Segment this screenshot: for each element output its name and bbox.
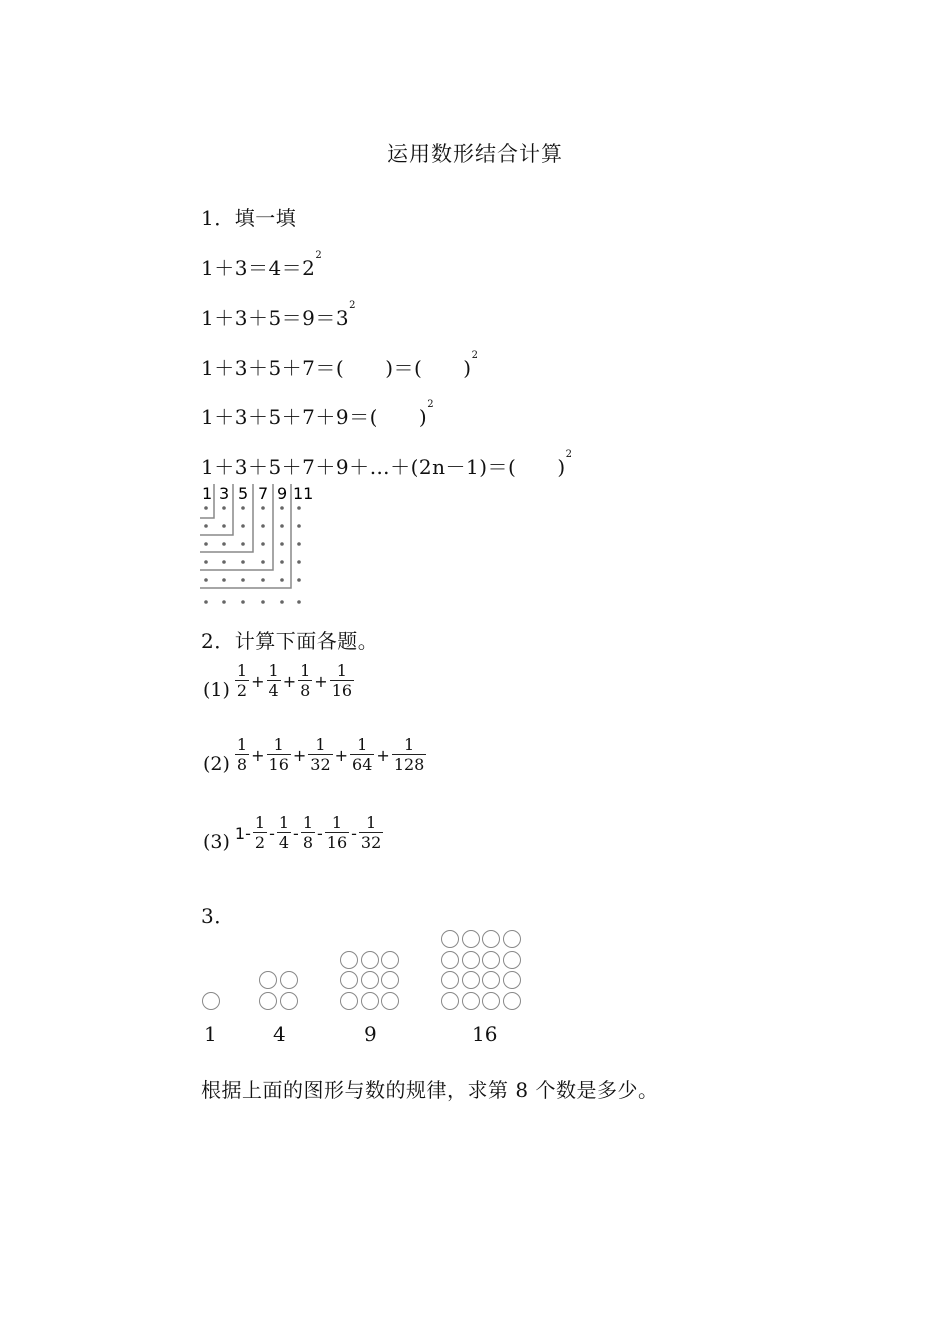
circle — [202, 992, 220, 1010]
fraction: $\frac{1}{32}$ — [310, 735, 331, 774]
circle — [259, 992, 277, 1010]
circle — [503, 951, 521, 969]
figure-label-9: 9 — [277, 484, 288, 503]
fraction: $\frac{1}{32}$ — [360, 813, 382, 852]
fraction: $\frac{1}{128}$ — [393, 735, 425, 774]
expression: $\frac{1}{8}$ + $\frac{1}{16}$ + $\frac{1}{32}$ + $\frac{1}{64}$ + $\frac{1}{128}$ — [236, 735, 425, 774]
circle — [482, 930, 500, 948]
circle — [482, 951, 500, 969]
circle — [462, 971, 480, 989]
fraction: $\frac{1}{8}$ — [300, 661, 311, 700]
circle — [361, 951, 379, 969]
circle — [280, 971, 298, 989]
figure-number-1: 1 — [204, 1022, 217, 1046]
expression: $\frac{1}{2}$ + $\frac{1}{4}$ + $\frac{1}{8}$ + $\frac{1}{16}$ — [236, 661, 353, 700]
q3-heading: 3． — [201, 904, 235, 928]
q1-line-4: 1＋3＋5＋7＋9＝( )$^2$ — [201, 399, 435, 429]
problem-label: (1) — [203, 679, 230, 701]
fraction: $\frac{1}{4}$ — [278, 813, 290, 852]
fraction: $\frac{1}{2}$ — [236, 661, 248, 700]
q2-heading: 2．计算下面各题。 — [201, 629, 379, 653]
figure-label-5: 5 — [238, 484, 249, 503]
circle — [441, 971, 459, 989]
circle — [482, 992, 500, 1010]
circle — [259, 971, 277, 989]
q1-line-3: 1＋3＋5＋7＝( )＝( )$^2$ — [201, 350, 479, 380]
fraction: $\frac{1}{64}$ — [352, 735, 373, 774]
q1-line-1: $1+3=4=2^2$ — [201, 250, 323, 280]
problem-label: (3) — [203, 831, 230, 853]
circle — [441, 992, 459, 1010]
figure-label-3: 3 — [219, 484, 230, 503]
fraction: $\frac{1}{16}$ — [326, 813, 348, 852]
fraction: $\frac{1}{16}$ — [331, 661, 353, 700]
circle — [503, 971, 521, 989]
fraction: $\frac{1}{2}$ — [254, 813, 266, 852]
circle — [361, 971, 379, 989]
circle — [340, 951, 358, 969]
circle — [503, 930, 521, 948]
circle — [280, 992, 298, 1010]
figure-label-11: 11 — [293, 484, 314, 503]
circle — [381, 992, 399, 1010]
circle — [503, 992, 521, 1010]
circle — [482, 971, 500, 989]
page-title: 运用数形结合计算 — [387, 142, 563, 166]
figure-number-16: 16 — [472, 1022, 498, 1046]
figure-number-9: 9 — [364, 1022, 377, 1046]
circle — [361, 992, 379, 1010]
problem-label: (2) — [203, 753, 230, 775]
figure-number-4: 4 — [273, 1022, 286, 1046]
circle — [462, 930, 480, 948]
circle — [462, 951, 480, 969]
q1-line-2: $1+3+5=9=3^2$ — [201, 300, 356, 330]
circle — [462, 992, 480, 1010]
circle — [381, 951, 399, 969]
fraction: $\frac{1}{8}$ — [236, 735, 248, 774]
circle — [441, 930, 459, 948]
fraction: $\frac{1}{16}$ — [268, 735, 289, 774]
expression: 1- $\frac{1}{2}$ - $\frac{1}{4}$ - $\frac{1}{8}$ - $\frac{1}{16}$ - $\frac{1}{32}$ — [234, 813, 382, 852]
circle — [381, 971, 399, 989]
figure-label-1: 1 — [202, 484, 213, 503]
circle — [340, 992, 358, 1010]
q1-heading: 1．填一填 — [201, 206, 297, 230]
figure-label-7: 7 — [258, 484, 269, 503]
circle — [441, 951, 459, 969]
fraction: $\frac{1}{4}$ — [268, 661, 279, 700]
q3-question: 根据上面的图形与数的规律，求第 8 个数是多少。 — [201, 1078, 659, 1102]
circle — [340, 971, 358, 989]
fraction: $\frac{1}{8}$ — [302, 813, 313, 852]
q1-line-5: 1＋3＋5＋7＋9＋…＋(2n－1)＝( )$^2$ — [201, 449, 573, 479]
